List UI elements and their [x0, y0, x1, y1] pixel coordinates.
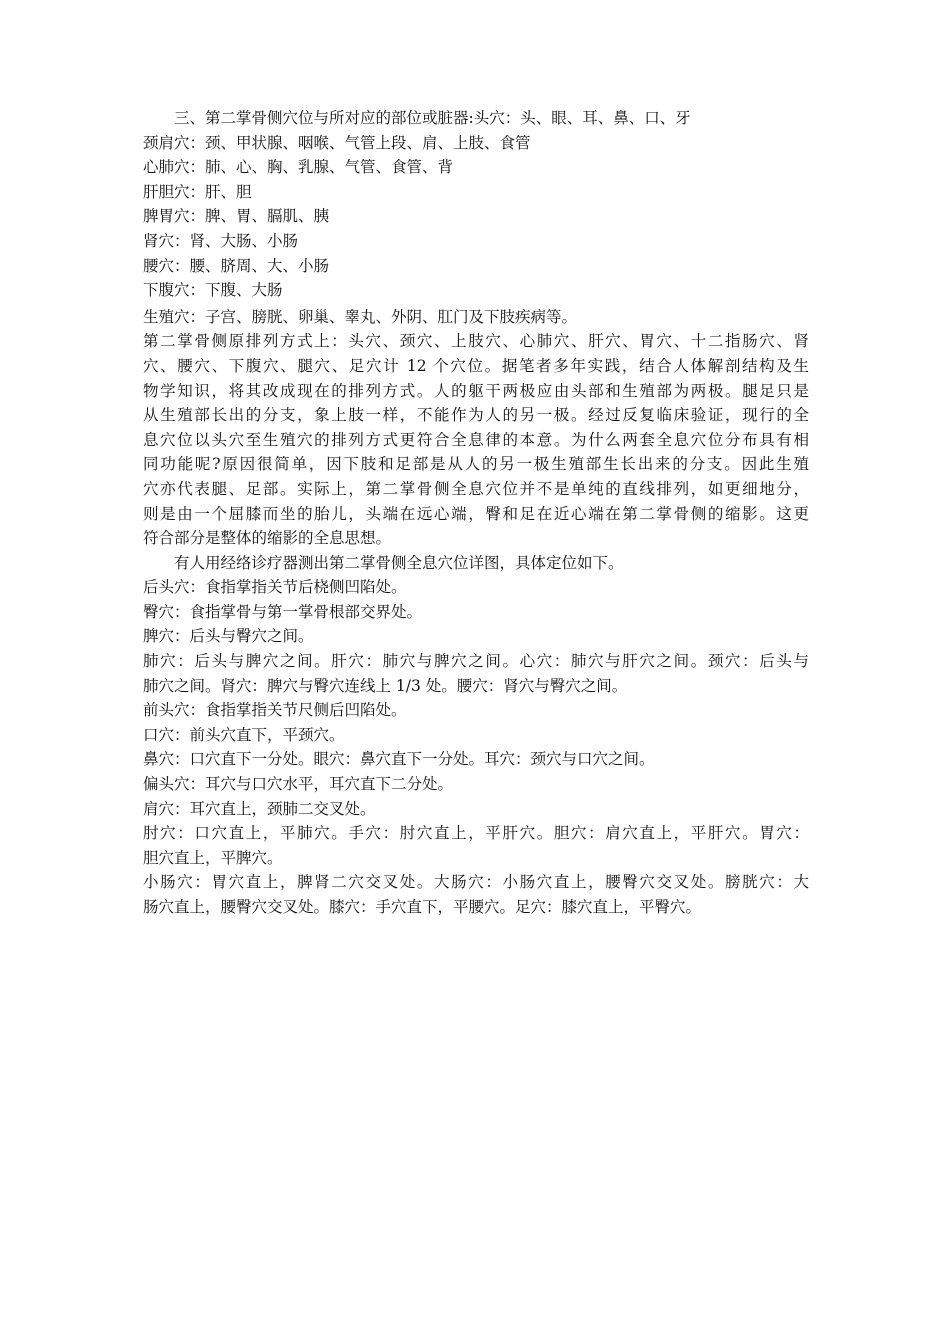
paragraph-line: 则是由一个屈膝而坐的胎儿，头端在远心端，臀和足在近心端在第二掌骨侧的缩影。这更	[143, 504, 809, 523]
paragraph-line: 物学知识，将其改成现在的排列方式。人的躯干两极应由头部和生殖部为两极。腿足只是	[143, 381, 809, 400]
text-line: 下腹穴：下腹、大肠	[143, 281, 283, 300]
text-line: 偏头穴：耳穴与口穴水平，耳穴直下二分处。	[143, 775, 454, 794]
text-line: 心肺穴：肺、心、胸、乳腺、气管、食管、背	[143, 158, 454, 177]
text-line: 口穴：前头穴直下，平颈穴。	[143, 725, 345, 744]
text-line: 腰穴：腰、脐周、大、小肠	[143, 256, 330, 275]
document-body	[143, 106, 809, 920]
text-line: 肩穴：耳穴直上，颈肺二交叉处。	[143, 799, 376, 818]
paragraph-line: 息穴位以头穴至生殖穴的排列方式更符合全息律的本意。为什么两套全息穴位分布具有相	[143, 430, 809, 449]
text-line: 脾胃穴：脾、胃、膈肌、胰	[143, 207, 330, 226]
paragraph-line: 符合部分是整体的缩影的全息思想。	[143, 529, 392, 548]
text-line: 生殖穴：子宫、膀胱、卵巢、睾丸、外阴、肛门及下肢疾病等。	[143, 307, 578, 326]
text-line: 后头穴：食指掌指关节后桡侧凹陷处。	[143, 578, 407, 597]
text-line: 肾穴：肾、大肠、小肠	[143, 231, 299, 250]
paragraph-line: 穴、腰穴、下腹穴、腿穴、足穴计 12 个穴位。据笔者多年实践，结合人体解剖结构及生	[143, 356, 809, 375]
paragraph-line: 小肠穴：胃穴直上，脾肾二穴交叉处。大肠穴：小肠穴直上，腰臀穴交叉处。膀胱穴：大	[143, 873, 809, 892]
text-line: 臀穴：食指掌骨与第一掌骨根部交界处。	[143, 602, 423, 621]
paragraph-line: 肘穴：口穴直上，平肺穴。手穴：肘穴直上，平肝穴。胆穴：肩穴直上，平肝穴。胃穴：	[143, 824, 809, 843]
paragraph-line: 肠穴直上，腰臀穴交叉处。膝穴：手穴直下，平腰穴。足穴：膝穴直上，平臀穴。	[143, 898, 702, 916]
section-heading-line: 三、第二掌骨侧穴位与所对应的部位或脏器:头穴：头、眼、耳、鼻、口、牙	[174, 109, 691, 127]
text-line: 前头穴：食指掌指关节尺侧后凹陷处。	[143, 701, 407, 720]
text-line: 脾穴：后头与臀穴之间。	[143, 627, 314, 646]
paragraph-line: 肺穴之间。肾穴：脾穴与臀穴连线上 1/3 处。腰穴：肾穴与臀穴之间。	[143, 676, 628, 695]
text-line: 颈肩穴：颈、甲状腺、咽喉、气管上段、肩、上肢、食管	[143, 133, 531, 152]
paragraph-intro-line: 有人用经络诊疗器测出第二掌骨侧全息穴位详图，具体定位如下。	[174, 553, 624, 572]
paragraph-line: 同功能呢?原因很简单，因下肢和足部是从人的另一极生殖部生长出来的分支。因此生殖	[143, 455, 809, 474]
text-line: 鼻穴：口穴直下一分处。眼穴：鼻穴直下一分处。耳穴：颈穴与口穴之间。	[143, 750, 655, 769]
text-line: 肝胆穴：肝、胆	[143, 182, 252, 201]
paragraph-line: 胆穴直上，平脾穴。	[143, 848, 283, 867]
paragraph-line: 第二掌骨侧原排列方式上：头穴、颈穴、上肢穴、心肺穴、肝穴、胃穴、十二指肠穴、肾	[143, 332, 809, 351]
paragraph-line: 穴亦代表腿、足部。实际上，第二掌骨侧全息穴位并不是单纯的直线排列，如更细地分，	[143, 479, 809, 498]
paragraph-line: 从生殖部长出的分支，象上肢一样，不能作为人的另一极。经过反复临床验证，现行的全	[143, 406, 809, 425]
paragraph-line: 肺穴：后头与脾穴之间。肝穴：肺穴与脾穴之间。心穴：肺穴与肝穴之间。颈穴：后头与	[143, 652, 809, 671]
